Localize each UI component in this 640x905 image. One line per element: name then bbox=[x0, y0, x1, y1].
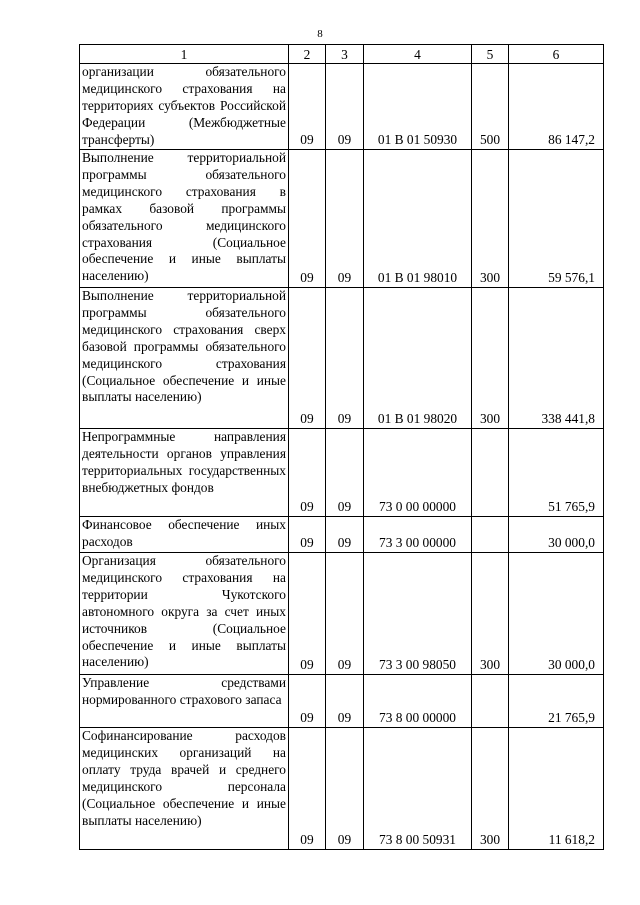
row-section: 09 bbox=[289, 675, 326, 728]
row-target-article: 73 8 00 50931 bbox=[364, 728, 472, 850]
row-target-article: 01 В 01 98020 bbox=[364, 288, 472, 429]
row-name: Выполнение территориальной программы обязательного медицинского страхования сверх базовой программы обязательного медицинского страхования (Социальное обеспечение и иные выплаты населению) bbox=[80, 288, 289, 429]
row-subsection: 09 bbox=[326, 728, 364, 850]
row-subsection: 09 bbox=[326, 553, 364, 675]
row-amount: 51 765,9 bbox=[509, 429, 604, 517]
table-row bbox=[80, 675, 604, 728]
row-amount: 30 000,0 bbox=[509, 517, 604, 553]
row-expense-type: 300 bbox=[472, 150, 509, 288]
row-target-article: 73 0 00 00000 bbox=[364, 429, 472, 517]
row-name: Финансовое обеспечение иных расходов bbox=[80, 517, 289, 553]
row-section: 09 bbox=[289, 728, 326, 850]
table-row bbox=[80, 553, 604, 675]
table-header-row bbox=[80, 45, 604, 64]
row-amount: 21 765,9 bbox=[509, 675, 604, 728]
row-subsection: 09 bbox=[326, 288, 364, 429]
row-amount: 59 576,1 bbox=[509, 150, 604, 288]
row-name: Непрограммные направления деятельности органов управления территориальных государственных внебюджетных фондов bbox=[80, 429, 289, 517]
column-header: 6 bbox=[509, 45, 604, 64]
row-section: 09 bbox=[289, 288, 326, 429]
row-section: 09 bbox=[289, 553, 326, 675]
row-target-article: 01 В 01 98010 bbox=[364, 150, 472, 288]
column-header: 1 bbox=[80, 45, 289, 64]
row-expense-type: 300 bbox=[472, 288, 509, 429]
row-name: Выполнение территориальной программы обязательного медицинского страхования в рамках базовой программы обязательного медицинского страхования (Социальное обеспечение и иные выплаты населению) bbox=[80, 150, 289, 288]
budget-table bbox=[79, 44, 604, 850]
row-section: 09 bbox=[289, 517, 326, 553]
table-row bbox=[80, 150, 604, 288]
row-expense-type bbox=[472, 517, 509, 553]
row-subsection: 09 bbox=[326, 429, 364, 517]
row-expense-type: 300 bbox=[472, 728, 509, 850]
table-row bbox=[80, 429, 604, 517]
row-expense-type bbox=[472, 675, 509, 728]
row-amount: 30 000,0 bbox=[509, 553, 604, 675]
row-expense-type: 500 bbox=[472, 64, 509, 150]
row-subsection: 09 bbox=[326, 517, 364, 553]
row-section: 09 bbox=[289, 64, 326, 150]
row-subsection: 09 bbox=[326, 675, 364, 728]
column-header: 2 bbox=[289, 45, 326, 64]
row-target-article: 01 В 01 50930 bbox=[364, 64, 472, 150]
row-expense-type bbox=[472, 429, 509, 517]
table-row bbox=[80, 288, 604, 429]
row-section: 09 bbox=[289, 150, 326, 288]
row-subsection: 09 bbox=[326, 64, 364, 150]
row-amount: 338 441,8 bbox=[509, 288, 604, 429]
column-header: 4 bbox=[364, 45, 472, 64]
row-amount: 11 618,2 bbox=[509, 728, 604, 850]
row-name: Организация обязательного медицинского страхования на территории Чукотского автономного округа за счет иных источников (Социальное обеспечение и иные выплаты населению) bbox=[80, 553, 289, 675]
table-row bbox=[80, 64, 604, 150]
row-amount: 86 147,2 bbox=[509, 64, 604, 150]
row-name: Управление средствами нормированного страхового запаса bbox=[80, 675, 289, 728]
row-target-article: 73 8 00 00000 bbox=[364, 675, 472, 728]
row-name: Софинансирование расходов медицинских организаций на оплату труда врачей и среднего медицинского персонала (Социальное обеспечение и иные выплаты населению) bbox=[80, 728, 289, 850]
table-row bbox=[80, 728, 604, 850]
row-subsection: 09 bbox=[326, 150, 364, 288]
column-header: 5 bbox=[472, 45, 509, 64]
row-name: организации обязательного медицинского страхования на территориях субъектов Российской Федерации (Межбюджетные трансферты) bbox=[80, 64, 289, 150]
row-target-article: 73 3 00 98050 bbox=[364, 553, 472, 675]
page-number: 8 bbox=[317, 28, 323, 40]
row-section: 09 bbox=[289, 429, 326, 517]
table-row bbox=[80, 517, 604, 553]
row-target-article: 73 3 00 00000 bbox=[364, 517, 472, 553]
column-header: 3 bbox=[326, 45, 364, 64]
row-expense-type: 300 bbox=[472, 553, 509, 675]
